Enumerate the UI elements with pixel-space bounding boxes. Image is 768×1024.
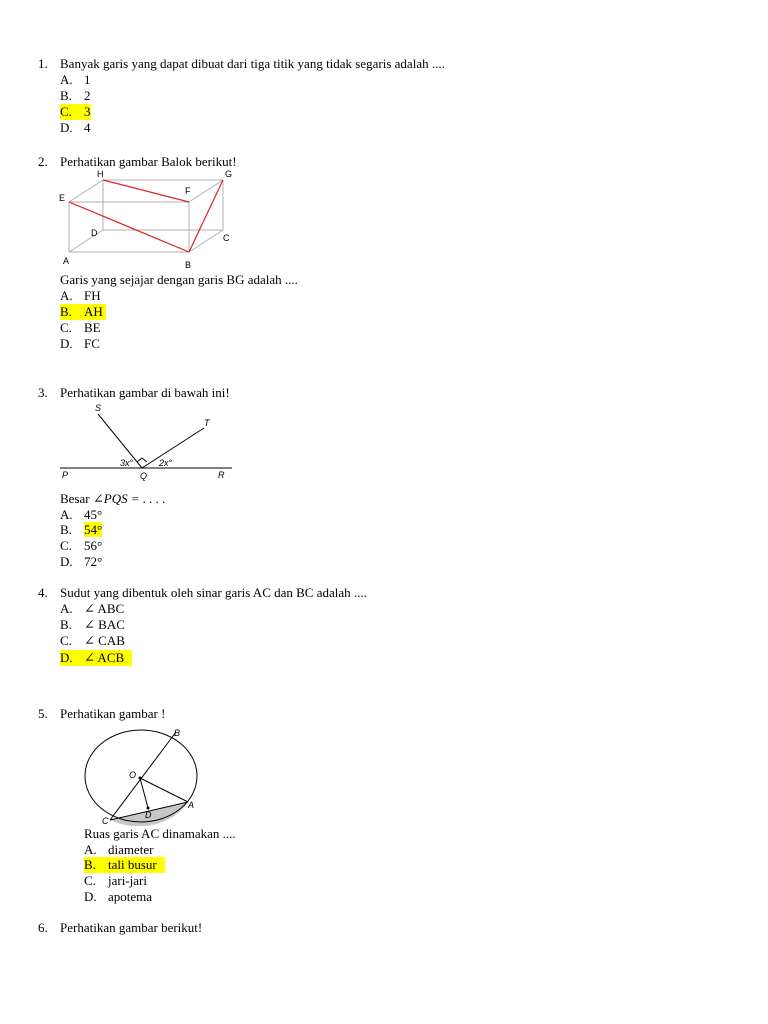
option-c: [60, 320, 101, 336]
question-prompt: [60, 491, 166, 507]
option-letter: C.: [84, 873, 96, 888]
vertex-label-h: H: [97, 169, 104, 179]
option-letter: B.: [60, 522, 72, 537]
point-label-o: O: [129, 770, 137, 780]
option-text: AH: [84, 304, 103, 319]
cuboid-figure: [55, 168, 245, 272]
option-text: apotema: [108, 889, 153, 904]
question-text: Perhatikan gambar di bawah ini!: [60, 385, 230, 400]
option-d: [60, 554, 102, 570]
option-d: [60, 336, 100, 352]
vertex-label-e: E: [59, 193, 66, 203]
question-text: Sudut yang dibentuk oleh sinar garis AC dan BC adalah ....: [60, 585, 367, 600]
option-b-answer: [84, 857, 165, 873]
vertex-label-b: B: [185, 260, 192, 270]
option-d: [60, 120, 91, 136]
vertex-label-c: C: [223, 233, 230, 243]
vertex-label-f: F: [185, 186, 191, 196]
option-b-answer: [60, 304, 106, 320]
option-c: [60, 633, 125, 649]
option-text: 54°: [84, 522, 103, 537]
option-letter: D.: [60, 554, 73, 569]
option-d-answer: [60, 650, 132, 666]
question-number: 4.: [38, 585, 48, 600]
question-text: Perhatikan gambar !: [60, 706, 166, 721]
option-letter: B.: [60, 304, 72, 319]
option-letter: A.: [60, 507, 73, 522]
option-c: [60, 538, 102, 554]
question-prompt: Garis yang sejajar dengan garis BG adalah ....: [60, 272, 298, 287]
vertex-label-a: A: [63, 256, 70, 266]
option-a: [84, 842, 153, 858]
vertex-label-d: D: [91, 228, 98, 238]
option-text: 56°: [84, 538, 103, 553]
option-letter: D.: [60, 336, 73, 351]
option-letter: C.: [60, 104, 72, 119]
option-a: [60, 601, 124, 617]
option-text: ∠ BAC: [84, 617, 125, 632]
option-letter: B.: [60, 88, 72, 103]
question-number: 2.: [38, 154, 48, 169]
point-label-c: C: [102, 816, 109, 826]
question-number: 6.: [38, 920, 48, 935]
option-text: ∠ CAB: [84, 633, 125, 648]
question-number: 1.: [38, 56, 48, 71]
option-letter: A.: [60, 72, 73, 87]
option-text: jari-jari: [108, 873, 147, 888]
point-label-s: S: [95, 403, 102, 413]
option-letter: A.: [84, 842, 97, 857]
point-label-d: D: [145, 810, 152, 820]
option-letter: C.: [60, 633, 72, 648]
angle-label-3x: 3x°: [120, 458, 134, 468]
option-text: 1: [84, 72, 91, 87]
option-letter: D.: [84, 889, 97, 904]
option-c-answer: [60, 104, 91, 120]
question-prompt: Ruas garis AC dinamakan ....: [84, 826, 236, 841]
question-math: ∠PQS = . . . .: [92, 491, 166, 506]
option-b: [60, 617, 125, 633]
question-prefix: Besar: [60, 491, 93, 506]
option-c: [84, 873, 147, 889]
option-letter: C.: [60, 320, 72, 335]
option-text: 2: [84, 88, 91, 103]
option-text: FC: [84, 336, 100, 351]
point-label-r: R: [218, 470, 225, 480]
point-label-b: B: [174, 728, 181, 738]
option-text: BE: [84, 320, 101, 335]
option-b-answer: [60, 522, 102, 538]
point-label-a: A: [188, 800, 195, 810]
option-a: [60, 507, 102, 523]
point-label-p: P: [62, 470, 69, 480]
option-b: [60, 88, 91, 104]
option-text: FH: [84, 288, 101, 303]
option-text: 72°: [84, 554, 103, 569]
angle-figure: [58, 402, 236, 484]
vertex-label-g: G: [225, 169, 233, 179]
angle-label-2x: 2x°: [159, 458, 173, 468]
question-text: Perhatikan gambar Balok berikut!: [60, 154, 237, 169]
option-letter: D.: [60, 120, 73, 135]
option-letter: C.: [60, 538, 72, 553]
question-number: 3.: [38, 385, 48, 400]
option-letter: B.: [60, 617, 72, 632]
option-text: 4: [84, 120, 91, 135]
option-letter: D.: [60, 650, 73, 665]
option-text: 3: [84, 104, 91, 119]
option-a: [60, 72, 91, 88]
circle-figure: [82, 726, 200, 826]
point-label-t: T: [204, 418, 210, 428]
option-text: diameter: [108, 842, 154, 857]
option-letter: B.: [84, 857, 96, 872]
option-text: ∠ ABC: [84, 601, 125, 616]
option-text: ∠ ACB: [84, 650, 125, 665]
option-a: [60, 288, 101, 304]
option-letter: A.: [60, 601, 73, 616]
question-text: Perhatikan gambar berikut!: [60, 920, 203, 935]
question-text: Banyak garis yang dapat dibuat dari tiga titik yang tidak segaris adalah ....: [60, 56, 445, 71]
question-number: 5.: [38, 706, 48, 721]
point-label-q: Q: [140, 471, 148, 481]
option-d: [84, 889, 152, 905]
option-text: 45°: [84, 507, 103, 522]
option-letter: A.: [60, 288, 73, 303]
option-text: tali busur: [108, 857, 157, 872]
